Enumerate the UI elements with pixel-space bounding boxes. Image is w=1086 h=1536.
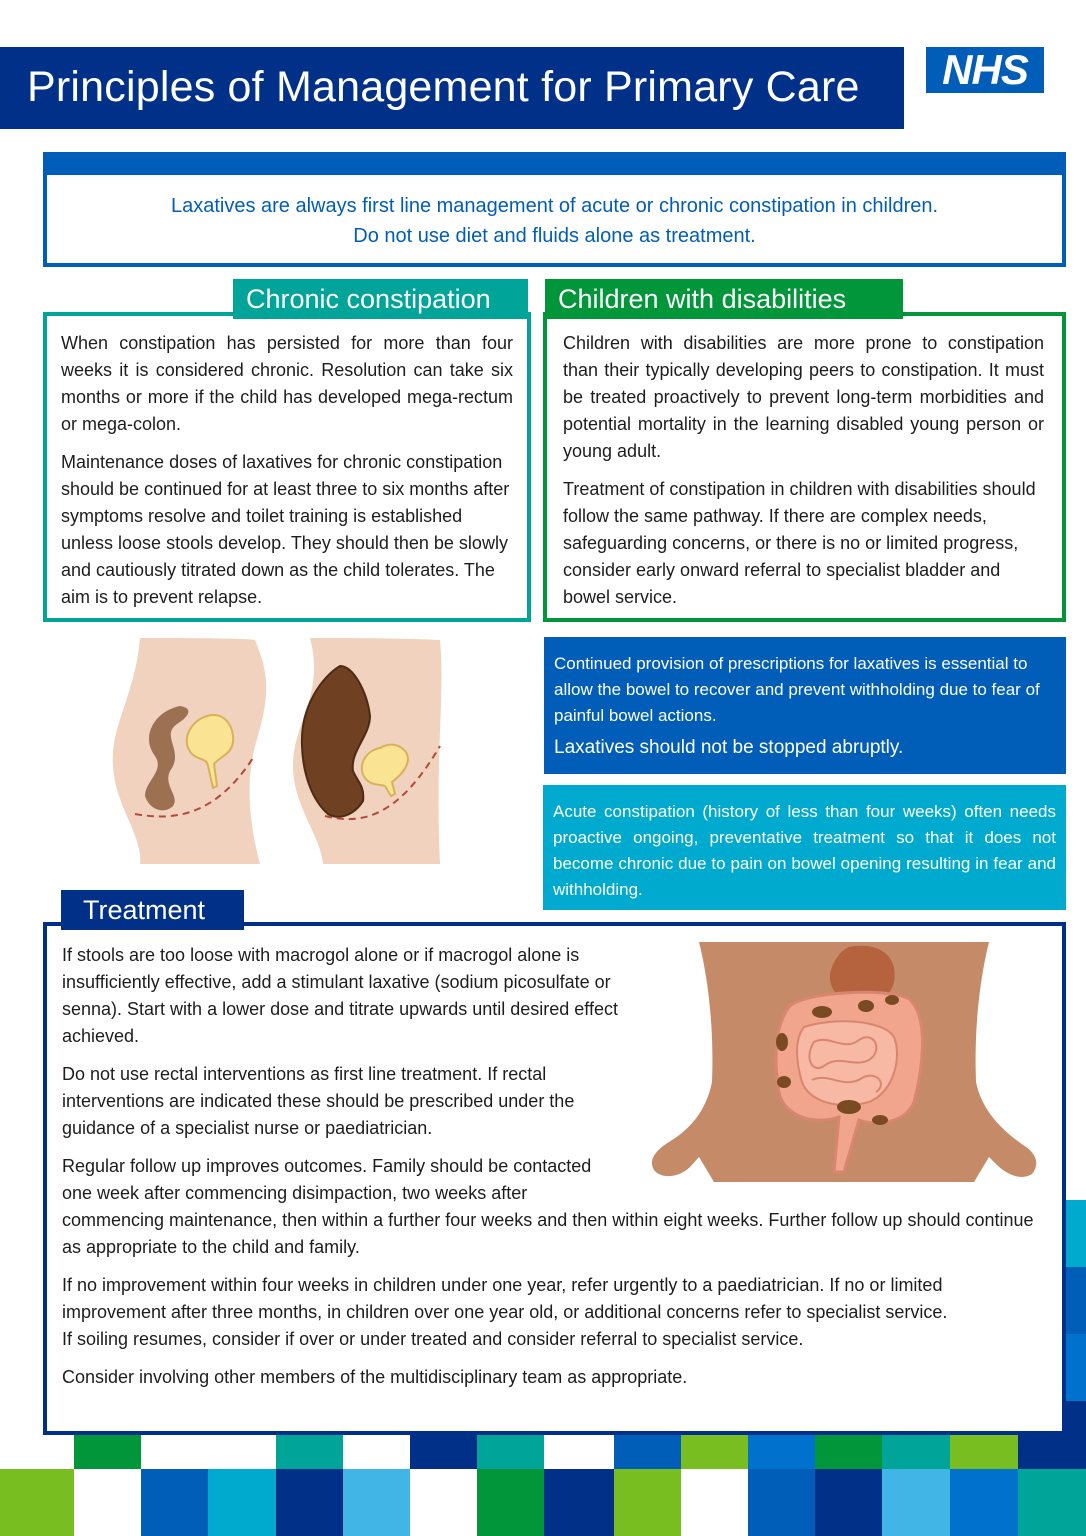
intro-box [43,171,1066,267]
mosaic-tile [882,1469,950,1536]
stool-icon [777,1076,791,1088]
mosaic-tile [1018,1469,1086,1536]
stool-icon [872,1115,888,1125]
treatment-paragraph-4a: If no improvement within four weeks in children under one year, refer urgently to a paediatrician. If no or limited improvement after three months, in children over one year old, or additional concerns refer to specialist service. [62,1275,948,1322]
mosaic-tile [815,1469,882,1536]
mosaic-tile [1018,1435,1086,1469]
mosaic-tile [477,1469,544,1536]
disabilities-paragraph-1: Children with disabilities are more prone to constipation than their typically developing peers to constipation. It must be treated proactively to prevent long-term morbidities and potential mortality in the learning disabled young person or young adult. [563,333,1044,461]
intro-line-2: Do not use diet and fluids alone as treatment. [353,225,756,247]
mosaic-tile [1066,1267,1086,1334]
stool-icon [837,1100,861,1114]
mosaic-tile [1066,1401,1086,1436]
treatment-paragraph-5: Consider involving other members of the multidisciplinary team as appropriate. [62,1367,688,1387]
mosaic-tile [681,1435,748,1469]
mosaic-tile [614,1435,681,1469]
mosaic-tile [815,1435,882,1469]
mosaic-tile [1066,1200,1086,1267]
mosaic-tile [544,1469,614,1536]
mosaic-tile [748,1469,815,1536]
digestive-system-illustration [644,942,1044,1182]
mosaic-tile [477,1435,544,1469]
mosaic-tile [614,1469,681,1536]
treatment-paragraph-3: Regular follow up improves outcomes. Family should be contacted one week after commencing disimpaction, two weeks after commencing maintenance, then within a further four weeks and then within eight weeks. Further follow up should continue as appropriate to the child and family. [62,1156,1034,1257]
acute-constipation-note: Acute constipation (history of less than four weeks) often needs proactive ongoing, preventative treatment so that it does not become chronic due to pain on bowel opening resulting in fear and withholding. [543,785,1066,910]
disabilities-heading: Children with disabilities [545,279,903,319]
mosaic-tile [950,1469,1018,1536]
mosaic-tile [276,1435,343,1469]
mosaic-tile [74,1435,141,1469]
chronic-constipation-panel [43,312,531,622]
chronic-paragraph-2: Maintenance doses of laxatives for chronic constipation should be continued for at least three to six months after symptoms resolve and toilet training is established unless loose stools develop. They should then be slowly and cautiously titrated down as the child tolerates. The aim is to prevent relapse. [61,452,510,607]
mosaic-tile [343,1469,410,1536]
nhs-logo: NHS [926,47,1044,93]
prescriptions-note-paragraph-1: Continued provision of prescriptions for laxatives is essential to allow the bowel to recover and prevent withholding due to fear of painful bowel actions. [554,654,1040,725]
mosaic-tile [950,1435,1018,1469]
mosaic-tile [276,1469,343,1536]
treatment-panel [43,922,1066,1435]
intro-stripe [43,152,1066,172]
treatment-paragraph-4b: If soiling resumes, consider if over or under treated and consider referral to specialist service. [62,1329,804,1349]
mosaic-tile [882,1435,950,1469]
mosaic-tile [141,1469,208,1536]
treatment-heading: Treatment [61,890,244,930]
disabilities-paragraph-2: Treatment of constipation in children with disabilities should follow the same pathway. If there are complex needs, safeguarding concerns, or there is no or limited progress, consider early onward referral to specialist bladder and bowel service. [563,479,1036,607]
stool-icon [776,1033,788,1051]
treatment-paragraph-2: Do not use rectal interventions as first line treatment. If rectal interventions are indicated these should be prescribed under the guidance of a specialist nurse or paediatrician. [62,1064,575,1138]
mosaic-tile [748,1435,815,1469]
mosaic-tile [208,1469,276,1536]
chronic-paragraph-1: When constipation has persisted for more than four weeks it is considered chronic. Resolution can take six months or more if the child has developed mega-rectum or mega-colon. [61,333,513,434]
prescriptions-note [544,637,1066,774]
disabilities-panel [543,312,1066,622]
page-title: Principles of Management for Primary Care [27,63,860,111]
stool-icon [858,1000,874,1012]
bowel-cross-section-illustration [95,636,475,866]
prescriptions-note-paragraph-2: Laxatives should not be stopped abruptly. [554,737,904,758]
stool-icon [812,1006,832,1018]
chronic-constipation-heading: Chronic constipation [233,279,528,319]
mosaic-tile [410,1435,477,1469]
treatment-paragraph-1: If stools are too loose with macrogol alone or if macrogol alone is insufficiently effective, add a stimulant laxative (sodium picosulfate or senna). Start with a lower dose and titrate upwards until desired effect achieved. [62,945,618,1046]
mosaic-tile [1066,1334,1086,1401]
intro-line-1: Laxatives are always first line management of acute or chronic constipation in children. [170,195,939,217]
mosaic-tile [0,1469,74,1536]
stool-icon [885,995,899,1005]
title-banner [0,47,904,129]
